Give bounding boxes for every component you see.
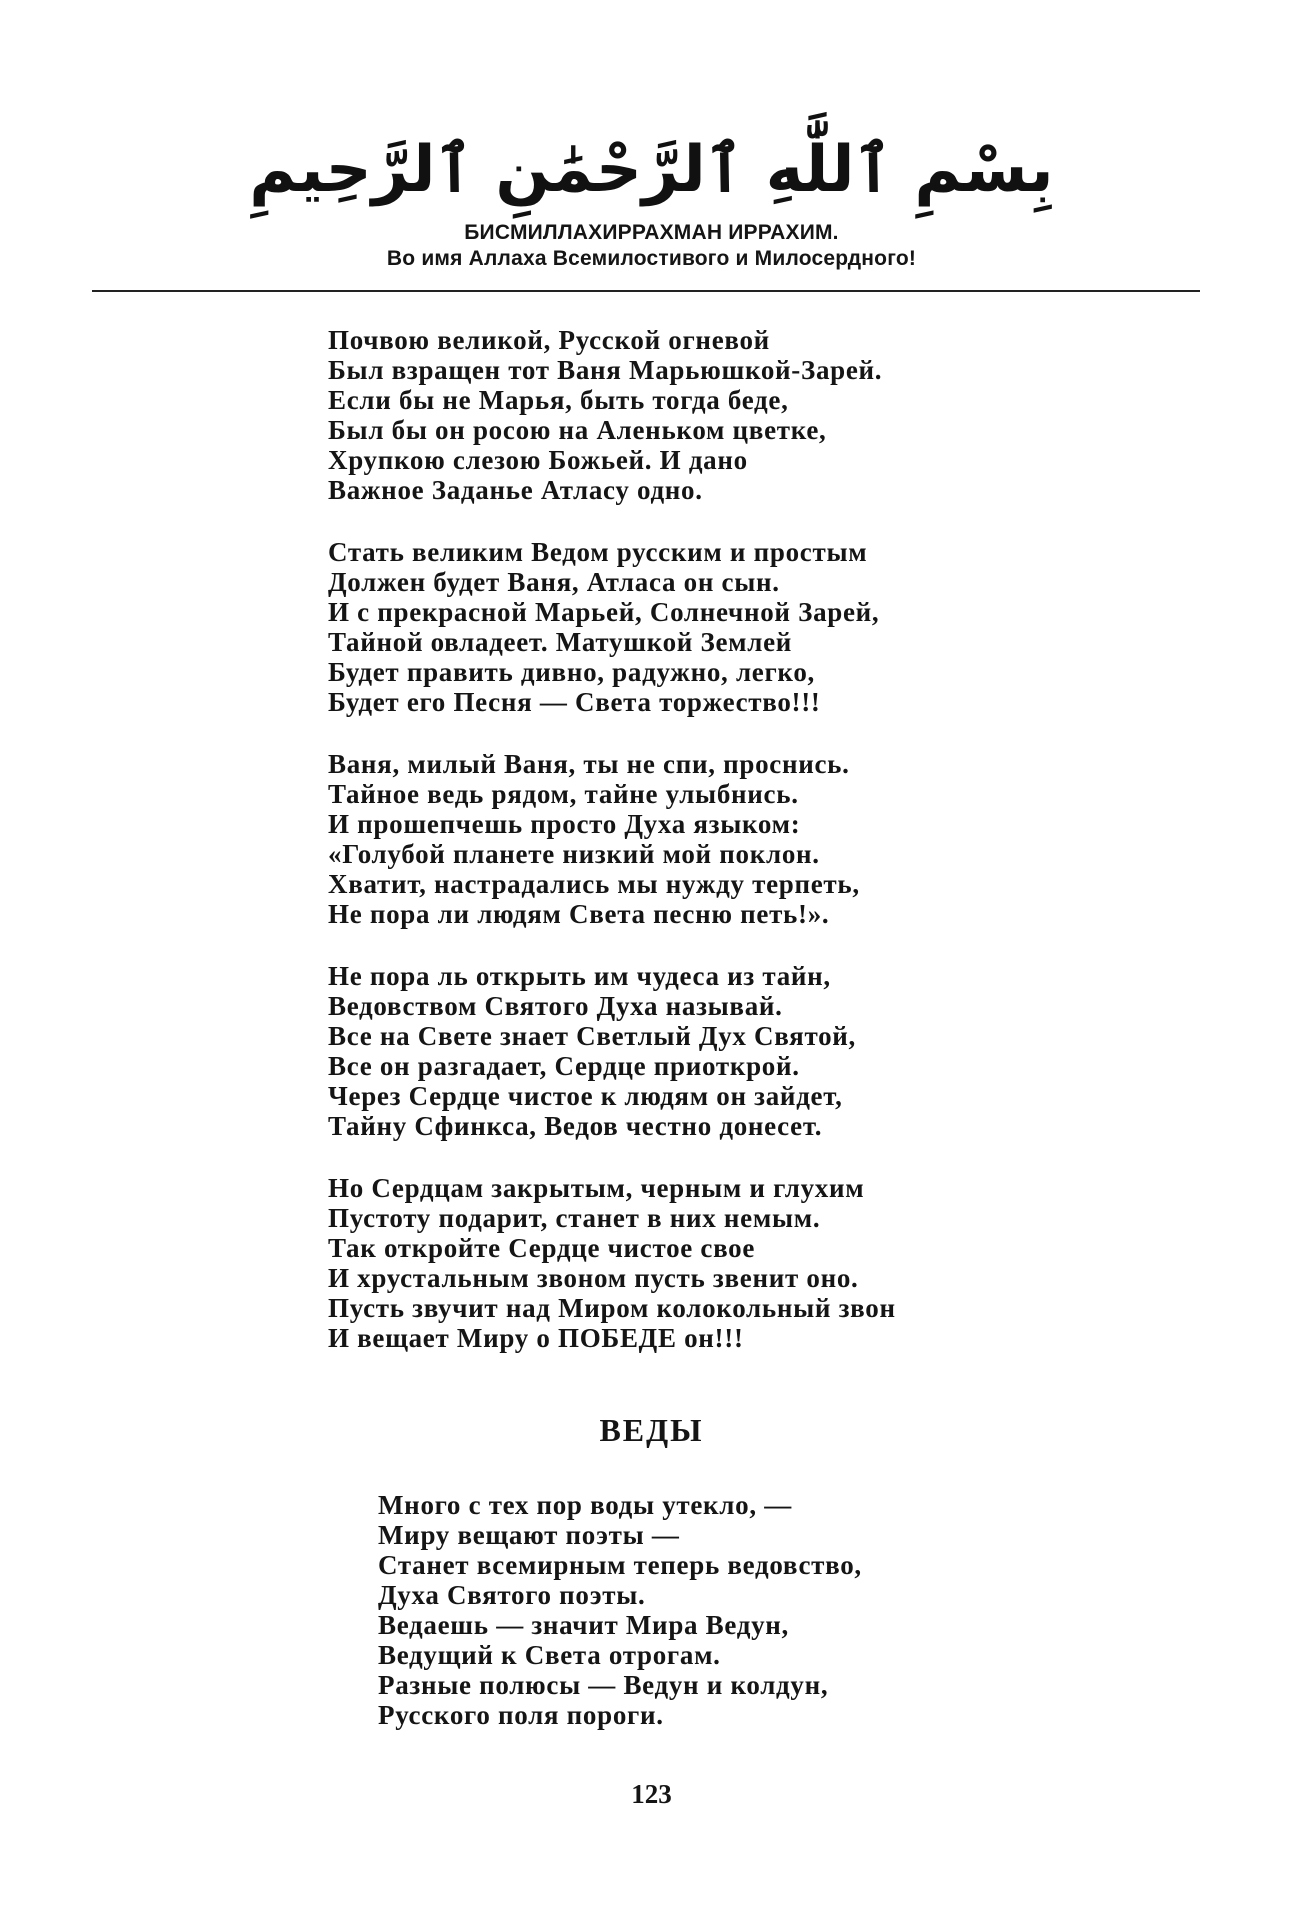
poem-line: Тайной овладеет. Матушкой Землей — [328, 627, 793, 657]
poem-line: Духа Святого поэты. — [378, 1580, 646, 1610]
poem-line: Пусть звучит над Миром колокольный звон — [328, 1293, 896, 1323]
section-title: ВЕДЫ — [599, 1412, 704, 1448]
page-header — [0, 125, 1303, 272]
poem-line: И прошепчешь просто Духа языком: — [328, 809, 801, 839]
basmala-transliteration: БИСМИЛЛАХИРРАХМАН ИРРАХИМ. — [464, 221, 839, 244]
poem-line: Почвою великой, Русской огневой — [328, 325, 770, 355]
poem-line: Так откройте Сердце чистое свое — [328, 1233, 756, 1263]
header-divider — [92, 290, 1200, 292]
poem-line: Все он разгадает, Сердце приоткрой. — [328, 1051, 800, 1081]
poem-line: Но Сердцам закрытым, черным и глухим — [328, 1173, 865, 1203]
poem-line: Разные полюсы — Ведун и колдун, — [378, 1670, 829, 1700]
section-poem — [378, 1490, 1178, 1730]
poem-line: Ведущий к Света отрогам. — [378, 1640, 721, 1670]
stanza-1 — [328, 325, 1128, 505]
basmala-translation: Во имя Аллаха Всемилостивого и Милосердного! — [386, 247, 917, 270]
poem-line: И хрустальным звоном пусть звенит оно. — [328, 1263, 859, 1293]
poem-line: Был взращен тот Ваня Марьюшкой-Зарей. — [328, 355, 883, 385]
poem — [328, 325, 1128, 1385]
poem-line: Ваня, милый Ваня, ты не спи, проснись. — [328, 749, 850, 779]
poem-line: Если бы не Марья, быть тогда беде, — [328, 385, 789, 415]
poem-line: Русского поля пороги. — [378, 1700, 664, 1730]
poem-line: Важное Заданье Атласу одно. — [328, 475, 703, 505]
poem-line: И с прекрасной Марьей, Солнечной Зарей, — [328, 597, 880, 627]
poem-line: Должен будет Ваня, Атласа он сын. — [328, 567, 780, 597]
poem-line: Будет его Песня — Света торжество!!! — [328, 687, 821, 717]
poem-line: Станет всемирным теперь ведовство, — [378, 1550, 862, 1580]
poem-line: Стать великим Ведом русским и простым — [328, 537, 868, 567]
poem-line: Ведовством Святого Духа называй. — [328, 991, 783, 1021]
poem-line: Был бы он росою на Аленьком цветке, — [328, 415, 827, 445]
poem-line: Будет править дивно, радужно, легко, — [328, 657, 815, 687]
poem-line: Хрупкою слезою Божьей. И дано — [328, 445, 748, 475]
poem-line: Пустоту подарит, станет в них немым. — [328, 1203, 821, 1233]
stanza-3 — [328, 749, 1128, 929]
poem-line: Хватит, настрадались мы нужду терпеть, — [328, 869, 860, 899]
poem-line: Не пора ль открыть им чудеса из тайн, — [328, 961, 831, 991]
poem-line: И вещает Миру о ПОБЕДЕ он!!! — [328, 1323, 744, 1353]
stanza-5 — [328, 1173, 1128, 1353]
poem-line: Не пора ли людям Света песню петь!». — [328, 899, 830, 929]
basmala-calligraphy: بِسْمِ ٱللَّٰهِ ٱلرَّحْمَٰنِ ٱلرَّحِيمِ — [249, 133, 1054, 207]
poem-line: Тайну Сфинкса, Ведов честно донесет. — [328, 1111, 823, 1141]
poem-line: Ведаешь — значит Мира Ведун, — [378, 1610, 789, 1640]
page-number: 123 — [631, 1779, 672, 1809]
poem-line: Много с тех пор воды утекло, — — [378, 1490, 792, 1520]
poem-line: Миру вещают поэты — — [378, 1520, 680, 1550]
stanza-4 — [328, 961, 1128, 1141]
poem-line: Тайное ведь рядом, тайне улыбнись. — [328, 779, 799, 809]
poem-line: Все на Свете знает Светлый Дух Святой, — [328, 1021, 856, 1051]
poem-line: Через Сердце чистое к людям он зайдет, — [328, 1081, 843, 1111]
stanza-2 — [328, 537, 1128, 717]
poem-line: «Голубой планете низкий мой поклон. — [328, 839, 820, 869]
